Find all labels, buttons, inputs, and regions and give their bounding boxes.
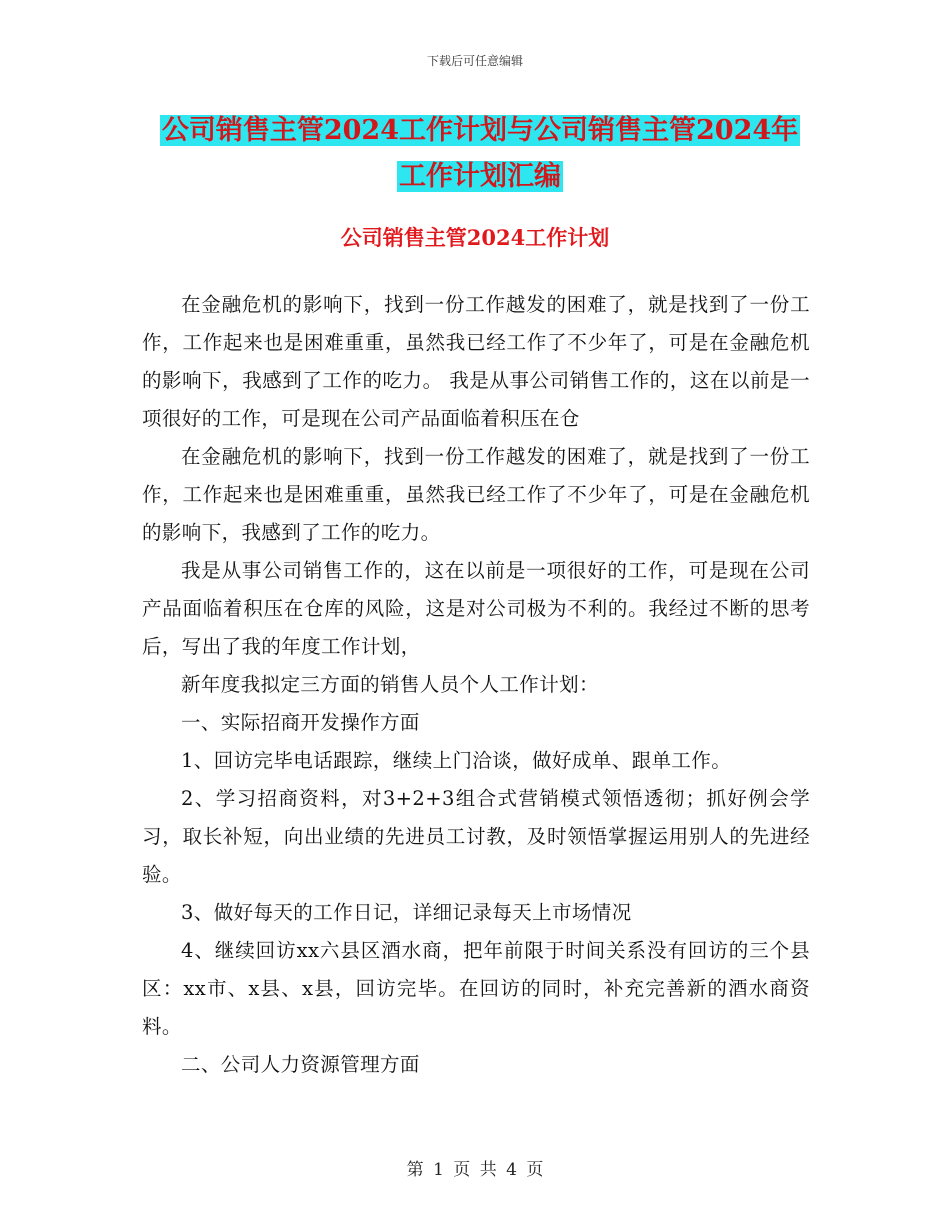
paragraph: 新年度我拟定三方面的销售人员个人工作计划： — [181, 673, 599, 696]
header-note: 下载后可任意编辑 — [426, 54, 523, 68]
page-footer: 第 1 页 共 4 页 — [406, 1160, 544, 1180]
paragraph: 我是从事公司销售工作的，这在以前是一项很好的工作，可是现在公司产品面临着积压在仓库的风险，这是对公司极为不利的。我经过不断的思考后，写出了我的年度工作计划， — [142, 559, 810, 658]
paragraph: 在金融危机的影响下，找到一份工作越发的困难了，就是找到了一份工作，工作起来也是困难重重，虽然我已经工作了不少年了，可是在金融危机的影响下，我感到了工作的吃力。 我是从事公司销售工作的，这在以前是一项很好的工作，可是现在公司产品面临着积压在仓 — [142, 293, 810, 430]
paragraph: 在金融危机的影响下，找到一份工作越发的困难了，就是找到了一份工作，工作起来也是困难重重，虽然我已经工作了不少年了，可是在金融危机的影响下，我感到了工作的吃力。 — [142, 445, 810, 544]
document-title-line-1: 公司销售主管2024工作计划与公司销售主管2024年 — [161, 115, 799, 146]
paragraph: 一、实际招商开发操作方面 — [181, 711, 420, 734]
paragraph: 二、公司人力资源管理方面 — [181, 1053, 420, 1076]
section-title: 公司销售主管2024工作计划 — [340, 225, 610, 250]
body-text — [142, 286, 810, 1084]
document-title-line-2: 工作计划汇编 — [399, 161, 561, 192]
paragraph: 2、学习招商资料，对3+2+3组合式营销模式领悟透彻；抓好例会学习，取长补短，向出业绩的先进员工讨教，及时领悟掌握运用别人的先进经验。 — [142, 787, 810, 886]
paragraph: 3、做好每天的工作日记，详细记录每天上市场情况 — [181, 901, 632, 924]
paragraph: 1、回访完毕电话跟踪，继续上门洽谈，做好成单、跟单工作。 — [181, 749, 732, 772]
paragraph: 4、继续回访xx六县区酒水商，把年前限于时间关系没有回访的三个县区：xx市、x县、x县，回访完毕。在回访的同时，补充完善新的酒水商资料。 — [142, 939, 810, 1038]
document-title — [140, 108, 820, 200]
